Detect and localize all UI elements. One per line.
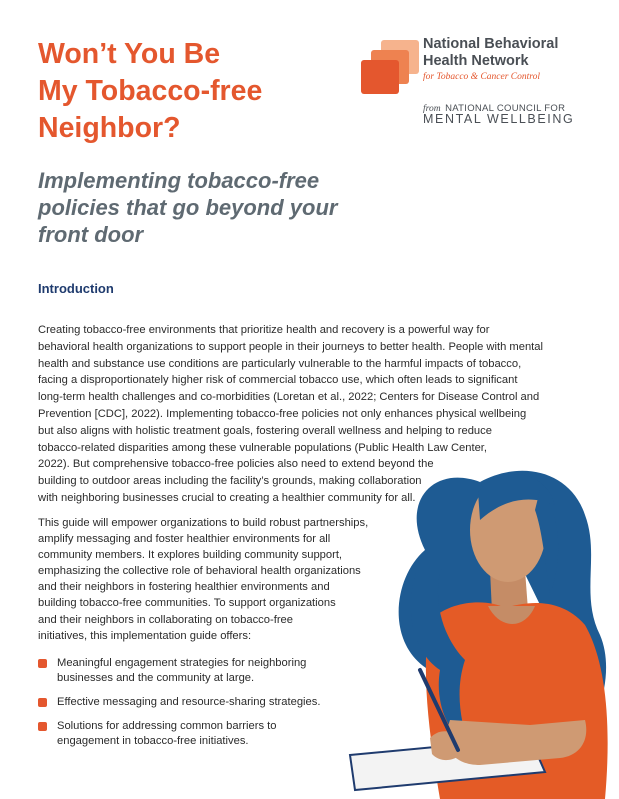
intro-line: building to outdoor areas including the facility’s grounds, making collaboration (38, 475, 422, 488)
woman-writing-illustration (330, 420, 619, 799)
guide-line: and their neighbors in fostering healthier environments and (38, 581, 330, 594)
list-item (38, 656, 338, 686)
list-item (38, 695, 338, 710)
intro-line: but also aligns with holistic treatment goals, fostering overall wellness and helping to reduce (38, 424, 492, 437)
title-line-3: Neighbor? (38, 112, 181, 144)
org-name-line-2: Health Network (423, 53, 529, 69)
guide-line: and their neighbors in collaborating on tobacco-free (38, 613, 293, 626)
organization-logo (361, 36, 586, 126)
bullet-square-icon (38, 659, 47, 668)
guide-line: This guide will empower organizations to build robust partnerships, (38, 517, 369, 529)
org-name-line-1: National Behavioral (423, 36, 559, 52)
list-item-line: Effective messaging and resource-sharing strategies. (57, 696, 321, 708)
guide-line: initiatives, this implementation guide offers: (38, 629, 252, 642)
title-line-2: My Tobacco-free (38, 75, 263, 107)
from-label: from (423, 104, 441, 114)
intro-line: with neighboring businesses crucial to creating a healthier community for all. (38, 491, 416, 504)
council-name-line-2: MENTAL WELLBEING (423, 112, 575, 126)
guide-line: building tobacco-free communities. To support organizations (38, 597, 336, 610)
list-item-line: Solutions for addressing common barriers to (57, 720, 277, 732)
subtitle-line-2: policies that go beyond your (38, 195, 338, 220)
intro-line: behavioral health organizations to support people in their journeys to better health. People with mental (38, 340, 543, 353)
bullet-square-icon (38, 722, 47, 731)
subtitle-line-3: front door (38, 222, 144, 247)
subtitle-line-1: Implementing tobacco-free (38, 168, 320, 193)
title-line-1: Won’t You Be (38, 38, 221, 70)
guide-line: community members. It explores building community support, (38, 549, 343, 562)
section-heading-introduction: Introduction (38, 281, 114, 296)
list-item-line: engagement in tobacco-free initiatives. (57, 735, 249, 747)
offerings-list (38, 656, 338, 758)
intro-line: tobacco-related disparities among these vulnerable populations (Public Health Law Center, (38, 441, 488, 454)
guide-line: amplify messaging and foster healthier environments for all (38, 533, 331, 546)
intro-line: long-term health challenges and co-morbidities (Loretan et al., 2022; Centers for Disease Control and (38, 391, 540, 404)
list-item-line: businesses and the community at large. (57, 672, 255, 684)
logo-text (423, 36, 558, 82)
list-item-text (57, 719, 338, 749)
logo-mark-icon (361, 40, 419, 96)
guide-line: emphasizing the collective role of behavioral health organizations (38, 565, 361, 578)
list-item-line: Meaningful engagement strategies for neighboring (57, 657, 307, 669)
bullet-square-icon (38, 698, 47, 707)
list-item (38, 719, 338, 749)
intro-line: facing a disproportionately higher risk of commercial tobacco use, which often leads to significant (38, 374, 518, 387)
list-item-text (57, 695, 338, 710)
document-title (38, 36, 338, 147)
intro-line: 2022). But comprehensive tobacco-free policies also need to extend beyond the (38, 458, 434, 471)
intro-line: health and substance use conditions are particularly vulnerable to the harmful impacts of tobacco, (38, 357, 522, 370)
org-subtitle: for Tobacco & Cancer Control (423, 72, 540, 82)
document-subtitle (38, 167, 378, 248)
council-name: NATIONAL COUNCIL FOR (445, 103, 566, 114)
intro-line: Prevention [CDC], 2022). Implementing tobacco-free policies not only enhances physical wellbeing (38, 407, 527, 420)
list-item-text (57, 656, 338, 686)
intro-line: Creating tobacco-free environments that prioritize health and recovery is a powerful way for (38, 324, 490, 336)
